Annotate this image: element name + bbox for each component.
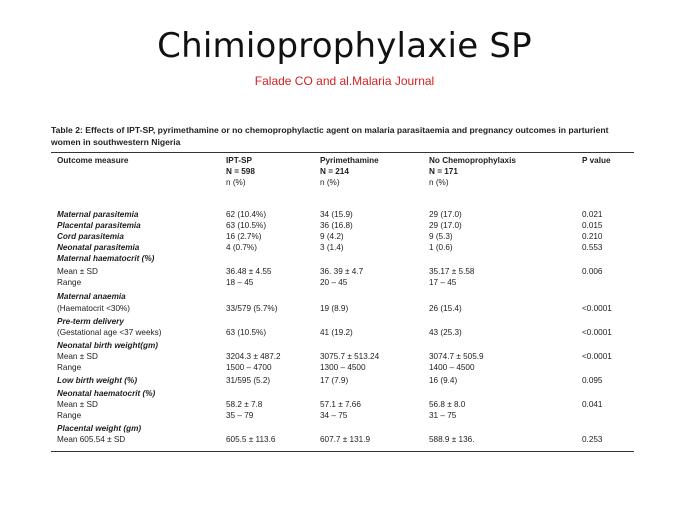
table-cell-pyrimethamine: 36 (16.8) xyxy=(320,221,353,230)
table-cell-p-value: 0.015 xyxy=(582,221,603,230)
table-cell-no-chemo: 1400 – 4500 xyxy=(429,363,475,372)
table-cell-ipt-sp: 605.5 ± 113.6 xyxy=(226,435,276,444)
table-cell-p-value: 0.021 xyxy=(582,210,603,219)
table-cell-outcome: Range xyxy=(57,411,82,420)
table-caption: Table 2: Effects of IPT-SP, pyrimethamine or no chemoprophylactic agent on malaria parasitaemia and pregnancy outcomes in parturient women in southwestern Nigeria xyxy=(51,125,609,147)
header-pyrimethamine-n: N = 214 xyxy=(320,167,349,176)
header-no-chemoprophylaxis: No Chemoprophylaxis xyxy=(429,156,516,165)
header-ipt-sp-unit: n (%) xyxy=(226,178,246,187)
table-cell-ipt-sp: 1500 – 4700 xyxy=(226,363,272,372)
table-cell-outcome: Neonatal haematocrit (%) xyxy=(57,389,156,398)
table-cell-no-chemo: 35.17 ± 5.58 xyxy=(429,267,475,276)
table-bottom-rule xyxy=(51,451,634,452)
header-outcome-measure: Outcome measure xyxy=(57,156,129,165)
table-cell-no-chemo: 9 (5.3) xyxy=(429,232,453,241)
table-cell-outcome: Mean ± SD xyxy=(57,352,98,361)
table-top-rule xyxy=(51,152,634,153)
table-cell-pyrimethamine: 41 (19.2) xyxy=(320,328,353,337)
table-cell-outcome: Maternal anaemia xyxy=(57,292,126,301)
table-cell-ipt-sp: 16 (2.7%) xyxy=(226,232,262,241)
table-cell-no-chemo: 26 (15.4) xyxy=(429,304,462,313)
table-cell-outcome: Mean 605.54 ± SD xyxy=(57,435,126,444)
table-cell-p-value: <0.0001 xyxy=(582,352,612,361)
table-cell-pyrimethamine: 36. 39 ± 4.7 xyxy=(320,267,364,276)
table-cell-pyrimethamine: 17 (7.9) xyxy=(320,376,349,385)
slide-title: Chimioprophylaxie SP xyxy=(157,26,532,66)
table-cell-p-value: 0.095 xyxy=(582,376,603,385)
table-cell-pyrimethamine: 19 (8.9) xyxy=(320,304,349,313)
table-cell-no-chemo: 3074.7 ± 505.9 xyxy=(429,352,484,361)
table-cell-p-value: 0.041 xyxy=(582,400,603,409)
table-cell-outcome: Range xyxy=(57,363,82,372)
table-cell-outcome: Low birth weight (%) xyxy=(57,376,138,385)
header-no-chemoprophylaxis-unit: n (%) xyxy=(429,178,449,187)
header-pyrimethamine-unit: n (%) xyxy=(320,178,340,187)
table-cell-no-chemo: 17 – 45 xyxy=(429,278,457,287)
table-cell-ipt-sp: 4 (0.7%) xyxy=(226,243,257,252)
slide-subtitle: Falade CO and al.Malaria Journal xyxy=(254,74,435,88)
table-cell-pyrimethamine: 607.7 ± 131.9 xyxy=(320,435,371,444)
table-cell-ipt-sp: 31/595 (5.2) xyxy=(226,376,271,385)
table-cell-no-chemo: 43 (25.3) xyxy=(429,328,462,337)
table-cell-no-chemo: 16 (9.4) xyxy=(429,376,458,385)
table-cell-outcome: Placental weight (gm) xyxy=(57,424,142,433)
table-cell-no-chemo: 29 (17.0) xyxy=(429,221,462,230)
header-no-chemoprophylaxis-n: N = 171 xyxy=(429,167,458,176)
table-cell-ipt-sp: 18 – 45 xyxy=(226,278,254,287)
table-cell-ipt-sp: 63 (10.5%) xyxy=(226,328,267,337)
table-cell-ipt-sp: 3204.3 ± 487.2 xyxy=(226,352,281,361)
table-cell-ipt-sp: 63 (10.5%) xyxy=(226,221,267,230)
table-cell-no-chemo: 31 – 75 xyxy=(429,411,457,420)
table-cell-outcome: Pre-term delivery xyxy=(57,317,124,326)
table-cell-p-value: <0.0001 xyxy=(582,328,612,337)
table-cell-outcome: Maternal haematocrit (%) xyxy=(57,254,155,263)
table-cell-pyrimethamine: 9 (4.2) xyxy=(320,232,344,241)
table-cell-outcome: Placental parasitemia xyxy=(57,221,141,230)
table-cell-outcome: Mean ± SD xyxy=(57,400,98,409)
table-cell-pyrimethamine: 3 (1.4) xyxy=(320,243,344,252)
table-cell-p-value: 0.006 xyxy=(582,267,603,276)
table-cell-pyrimethamine: 34 – 75 xyxy=(320,411,348,420)
table-cell-p-value: 0.553 xyxy=(582,243,603,252)
table-cell-outcome: Maternal parasitemia xyxy=(57,210,139,219)
table-cell-outcome: (Haematocrit <30%) xyxy=(57,304,131,313)
table-cell-outcome: Mean ± SD xyxy=(57,267,98,276)
table-cell-pyrimethamine: 3075.7 ± 513.24 xyxy=(320,352,380,361)
table-cell-outcome: Neonatal birth weight(gm) xyxy=(57,341,158,350)
table-cell-pyrimethamine: 34 (15.9) xyxy=(320,210,353,219)
table-cell-ipt-sp: 58.2 ± 7.8 xyxy=(226,400,263,409)
table-cell-no-chemo: 29 (17.0) xyxy=(429,210,462,219)
table-cell-ipt-sp: 62 (10.4%) xyxy=(226,210,267,219)
table-cell-outcome: Neonatal parasitemia xyxy=(57,243,140,252)
table-cell-p-value: <0.0001 xyxy=(582,304,612,313)
table-cell-outcome: Range xyxy=(57,278,82,287)
table-cell-no-chemo: 1 (0.6) xyxy=(429,243,453,252)
table-cell-no-chemo: 56.8 ± 8.0 xyxy=(429,400,466,409)
table-cell-pyrimethamine: 57.1 ± 7.66 xyxy=(320,400,361,409)
table-cell-no-chemo: 588.9 ± 136. xyxy=(429,435,475,444)
header-ipt-sp: IPT-SP xyxy=(226,156,252,165)
table-cell-outcome: (Gestational age <37 weeks) xyxy=(57,328,162,337)
table-cell-pyrimethamine: 20 – 45 xyxy=(320,278,348,287)
header-p-value: P value xyxy=(582,156,611,165)
header-ipt-sp-n: N = 598 xyxy=(226,167,255,176)
table-cell-outcome: Cord parasitemia xyxy=(57,232,124,241)
table-cell-ipt-sp: 36.48 ± 4.55 xyxy=(226,267,272,276)
table-cell-ipt-sp: 35 – 79 xyxy=(226,411,254,420)
table-cell-p-value: 0.253 xyxy=(582,435,603,444)
table-cell-ipt-sp: 33/579 (5.7%) xyxy=(226,304,278,313)
table-cell-pyrimethamine: 1300 – 4500 xyxy=(320,363,366,372)
table-cell-p-value: 0.210 xyxy=(582,232,603,241)
header-pyrimethamine: Pyrimethamine xyxy=(320,156,379,165)
